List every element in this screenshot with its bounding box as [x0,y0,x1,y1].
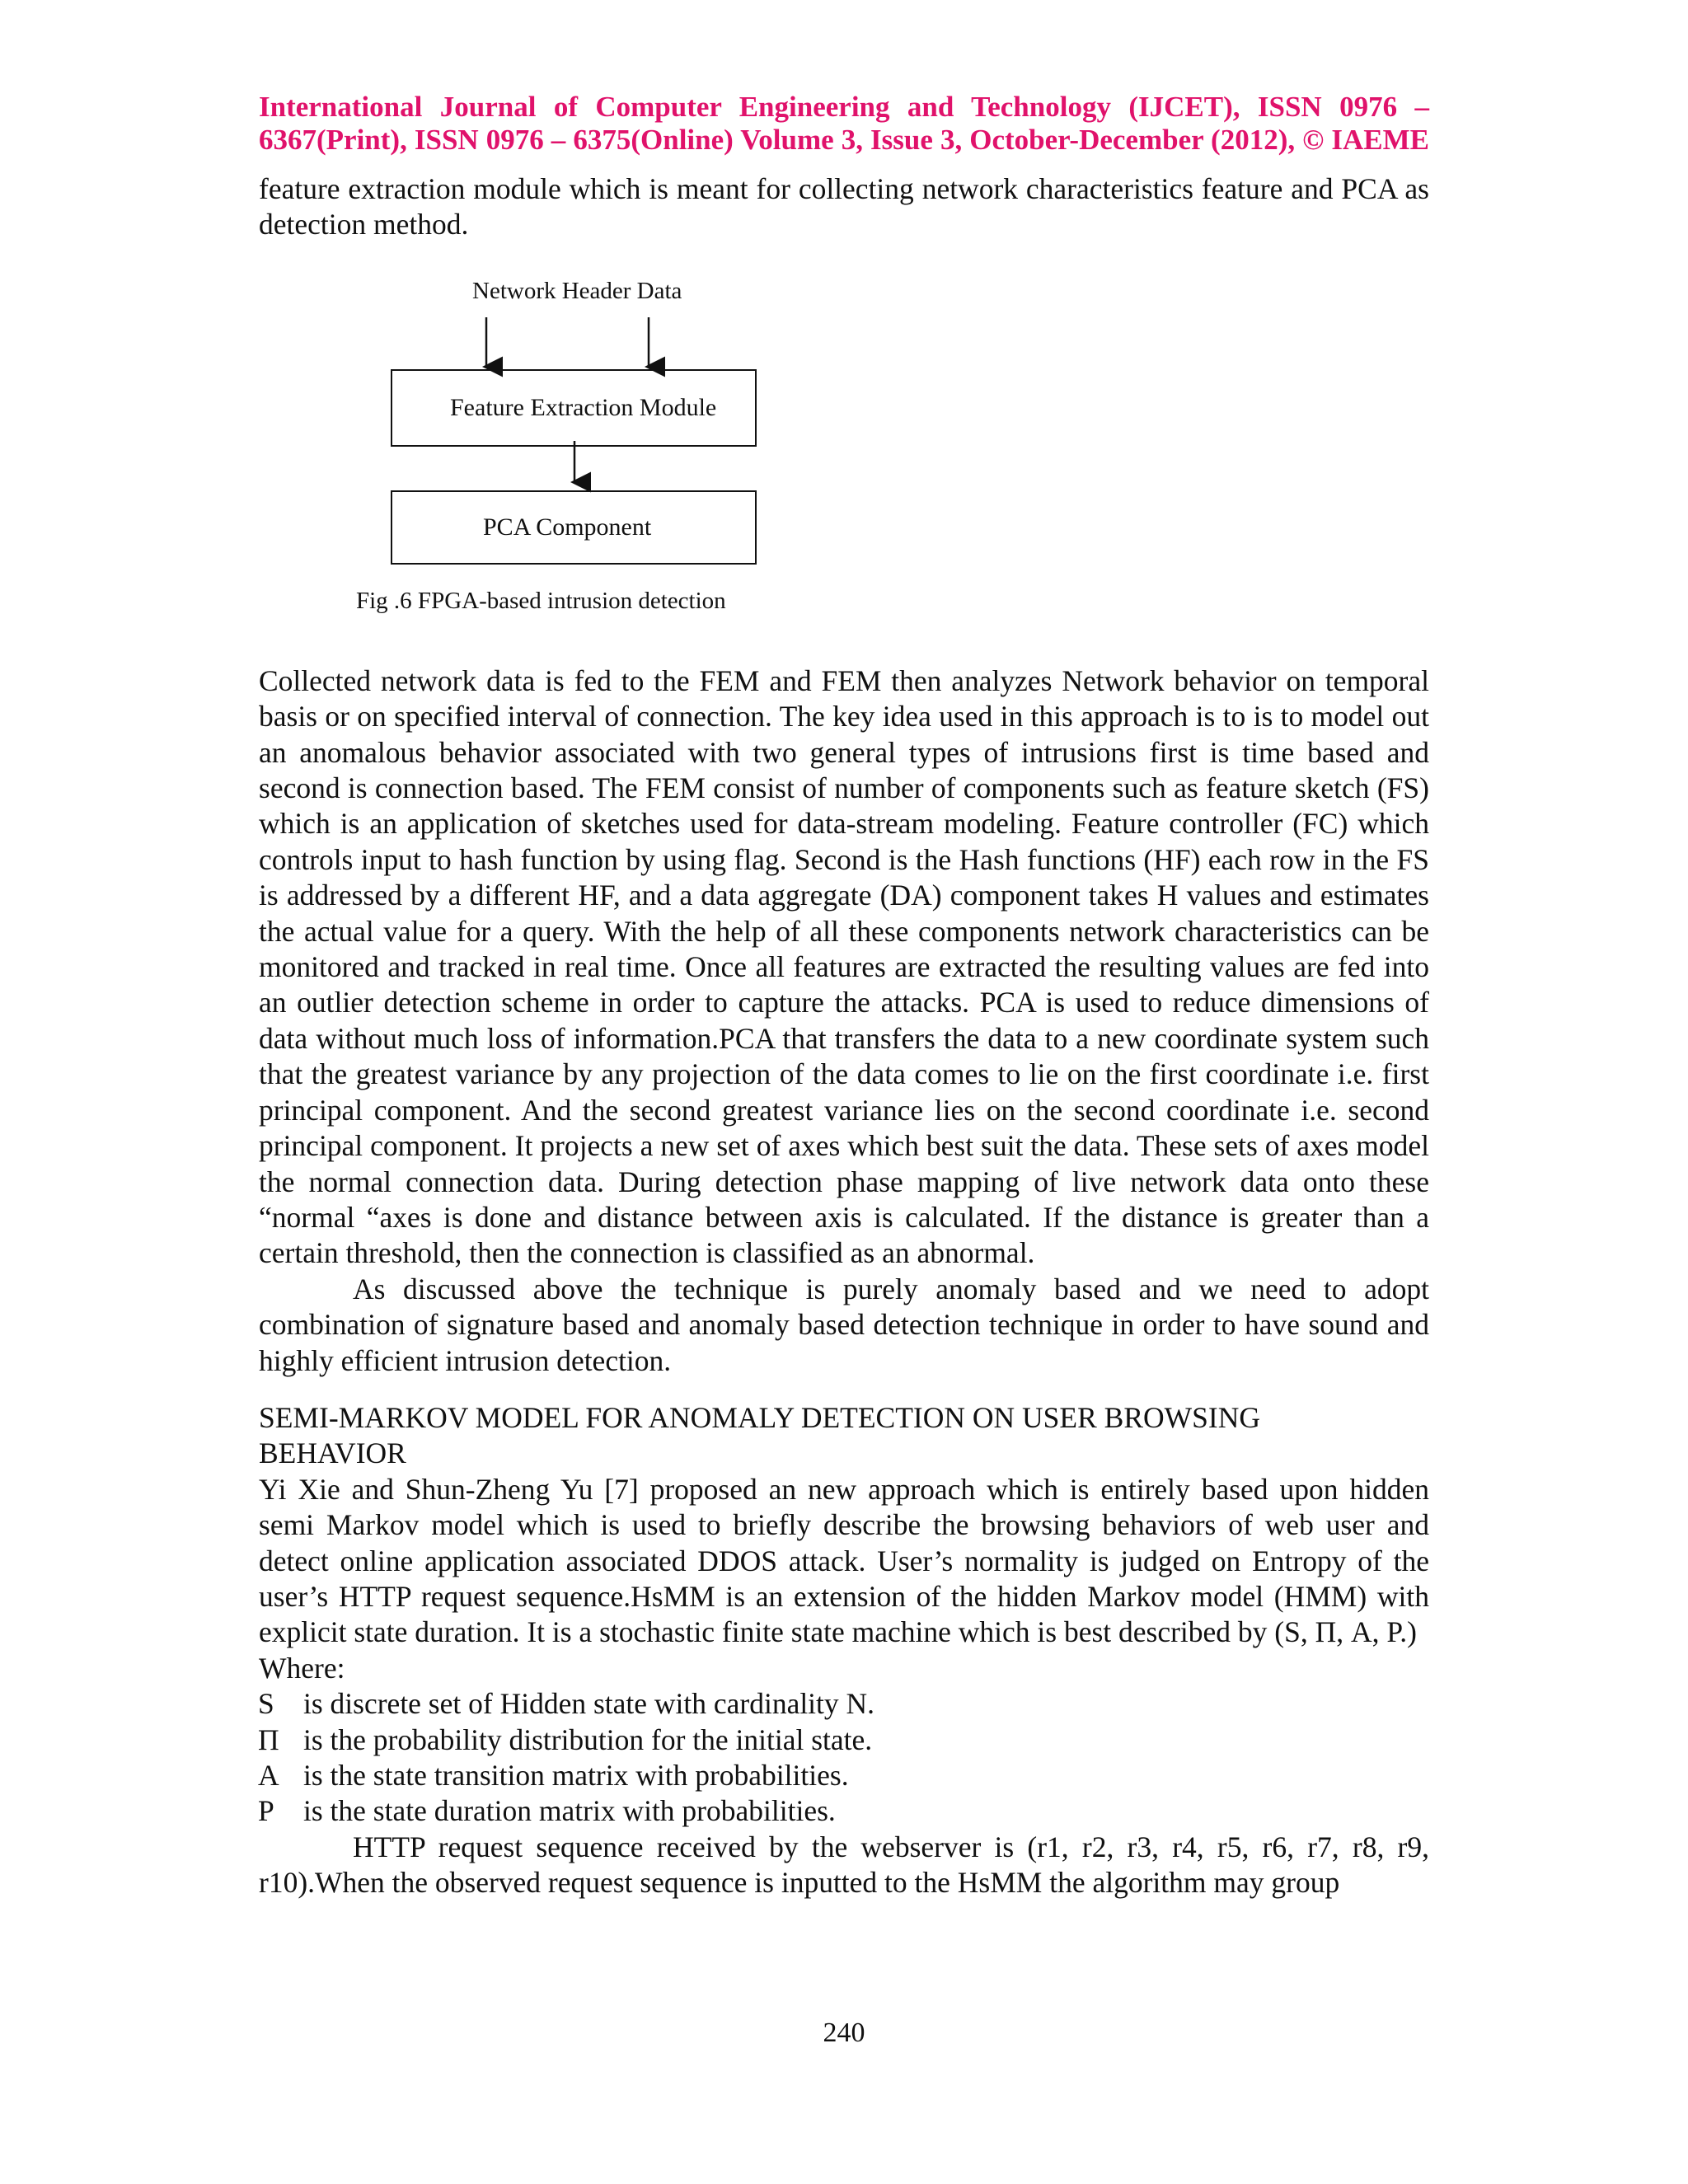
feature-extraction-label: Feature Extraction Module [450,393,717,421]
paragraph-fem: Collected network data is fed to the FEM and FEM then analyzes Network behavior on temporal basis or on specified interval of connection. The key idea used in this approach is to is to model out an anomalous behavior associated with two general types of intrusions first is time based and second is connection based. The FEM consist of number of components such as feature sketch (FS) which is an application of sketches used for data-stream modeling. Feature controller (FC) which controls input to hash function by using flag. Second is the Hash functions (HF) each row in the FS is addressed by a different HF, and a data aggregate (DA) component takes H values and estimates the actual value for a query. With the help of all these components network characteristics can be monitored and tracked in real time. Once all features are extracted the resulting values are fed into an outlier detection scheme in order to capture the attacks. PCA is used to reduce dimensions of data without much loss of information.PCA that transfers the data to a new coordinate system such that the greatest variance by any projection of the data comes to lie on the first coordinate i.e. first principal component. And the second greatest variance lies on the second coordinate i.e. second principal component. It projects a new set of axes which best suit the data. These sets of axes model the normal connection data. During detection phase mapping of live network data onto these “normal “axes is done and distance between axis is calculated. If the distance is greater than a certain threshold, then the connection is classified as an abnormal. [259,663,1429,1270]
definition-symbol: A [258,1759,279,1792]
page-number: 240 [823,2018,865,2048]
paragraph-discussion: As discussed above the technique is purely anomaly based and we need to adopt combination of signature based and anomaly based detection technique in order to have sound and highly efficient intrusion detection. [259,1272,1429,1377]
definition-item [258,1793,1429,1829]
definitions-list [259,1686,1429,1830]
feature-extraction-box [391,369,757,447]
intro-paragraph: feature extraction module which is meant for collecting network characteristics feature and PCA as detection method. [259,172,1429,241]
definition-item [258,1686,1429,1722]
where-label: Where: [259,1651,345,1685]
pca-component-label: PCA Component [483,513,652,541]
paragraph-http-sequence: HTTP request sequence received by the webserver is (r1, r2, r3, r4, r5, r6, r7, r8, r9, r10).When the observed request sequence is inputted to the HsMM the algorithm may group [259,1830,1429,1900]
figure-caption: Fig .6 FPGA-based intrusion detection [356,587,726,614]
figure-fpga-diagram [259,243,1429,663]
definition-text: is the state duration matrix with probabilities. [303,1794,836,1828]
paragraph-hsmm: Yi Xie and Shun-Zheng Yu [7] proposed an new approach which is entirely based upon hidden semi Markov model which is used to briefly describe the browsing behaviors of web user and detect online application associated DDOS attack. User’s normality is judged on Entropy of the user’s HTTP request sequence.HsMM is an extension of the hidden Markov model (HMM) with explicit state duration. It is a stochastic finite state machine which is best described by (S, Π, A, P.) [259,1472,1429,1649]
figure-input-label: Network Header Data [472,277,682,304]
definition-symbol: S [258,1687,274,1721]
pca-component-box [391,490,757,565]
journal-header-line2: 6367(Print), ISSN 0976 – 6375(Online) Volume 3, Issue 3, October-December (2012), © IAEME [259,124,1429,156]
page-body [259,91,1429,1901]
section-title: SEMI-MARKOV MODEL FOR ANOMALY DETECTION ON USER BROWSING BEHAVIOR [259,1400,1260,1470]
journal-header-line1: International Journal of Computer Engineering and Technology (IJCET), ISSN 0976 – [259,91,1429,123]
definition-symbol: P [258,1794,274,1828]
definition-symbol: Π [258,1722,279,1756]
definition-text: is discrete set of Hidden state with cardinality N. [303,1687,875,1721]
definition-item [258,1722,1429,1758]
definition-item [258,1758,1429,1793]
definition-text: is the state transition matrix with probabilities. [303,1759,849,1792]
definition-text: is the probability distribution for the initial state. [303,1722,873,1756]
